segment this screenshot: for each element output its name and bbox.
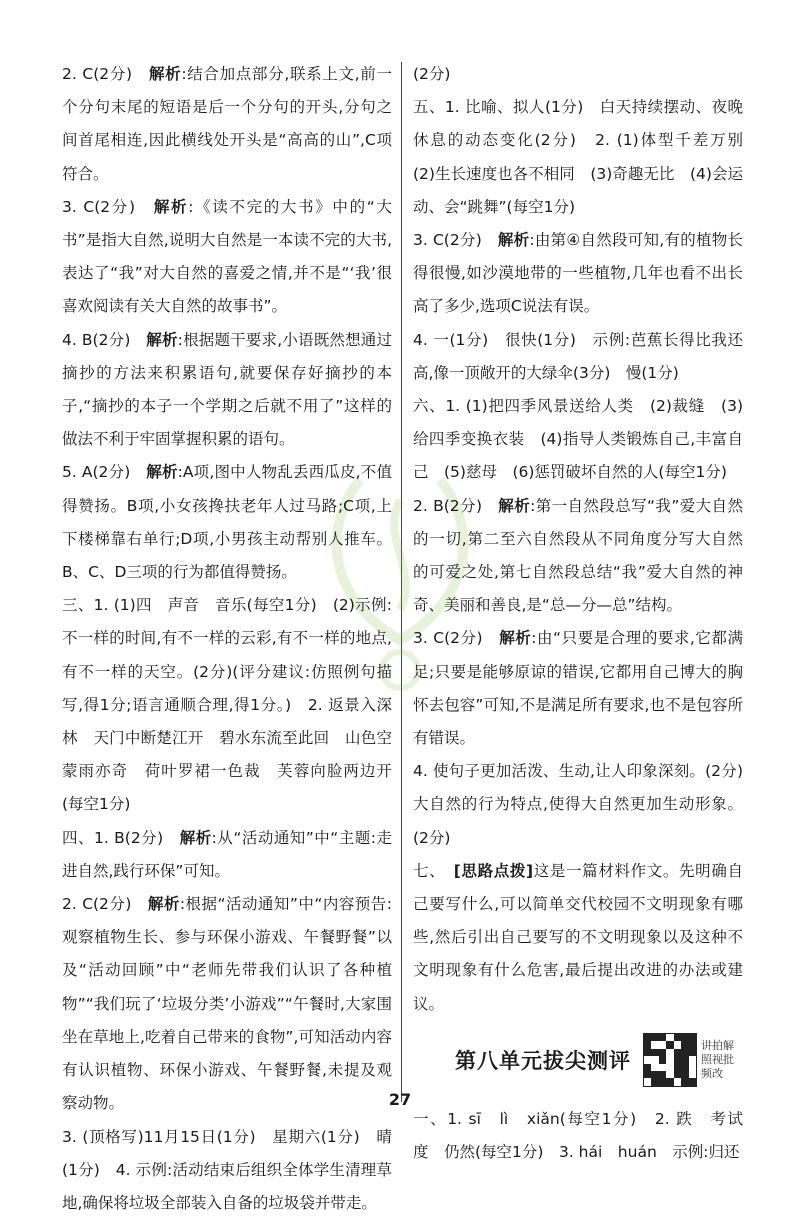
answer-item <box>413 622 743 755</box>
answer-label: 解析 <box>146 463 177 481</box>
unit-eight-answers <box>413 1103 743 1169</box>
answer-text: :第一自然段总写“我”爱大自然的一切,第二至六自然段从不同角度分写大自然的可爱之处,第七自然段总结“我”爱大自然的神奇、美丽和善良,是“总—分—总”结构。 <box>413 497 743 615</box>
answer-text: sī lì xiǎn(每空1分) 2. 跌 考试 度 仍然(每空1分) 3. hái huán 示例:归还 <box>413 1110 759 1161</box>
answer-label: 解析 <box>148 895 180 913</box>
answer-text: :从“活动通知”中“主题:走进自然,践行环保”可知。 <box>62 829 392 880</box>
page-number: 27 <box>0 1090 800 1109</box>
qr-caption: 讲拍解照视批频改 <box>701 1039 743 1081</box>
answer-label: 解析 <box>180 829 212 847</box>
answer-text: 这是一篇材料作文。先明确自己要写什么,可以简单交代校园不文明现象有哪些,然后引出自己要写的不文明现象以及这种不文明现象有什么危害,最后提出改进的办法或建议。 <box>413 862 743 1013</box>
answer-item <box>62 589 392 821</box>
answer-number: 五、1. <box>413 98 460 116</box>
answer-text: 比喻、拟人(1分) 白天持续摆动、夜晚休息的动态变化(2分) 2. (1)体型千差万别 (2)生长速度也各不相同 (3)奇趣无比 (4)会运动、会“跳舞”(每空1分) <box>413 98 759 216</box>
answer-item <box>413 855 743 1021</box>
answer-number: 4. <box>413 762 428 780</box>
answer-text: 一(1分) 很快(1分) 示例:芭蕉长得比我还高,像一顶敞开的大绿伞(3分) 慢(1分) <box>413 331 743 382</box>
qr-code-icon[interactable] <box>643 1033 697 1087</box>
answer-number: 5. A(2分) <box>62 463 130 481</box>
answer-number: 3. C(2分) <box>413 629 483 647</box>
answer-label: 解析 <box>146 331 177 349</box>
answer-text: 使句子更加活泼、生动,让人印象深刻。(2分) 大自然的行为特点,使得大自然更加生动形象。(2分) <box>413 762 759 846</box>
answer-item <box>413 755 743 855</box>
answer-number: 3. C(2分) <box>62 198 135 216</box>
answer-number: 4. B(2分) <box>62 331 130 349</box>
answer-label: 解析 <box>499 629 531 647</box>
answer-text: :根据“活动通知”中“内容预告:观察植物生长、参与环保小游戏、午餐野餐”以及“活动回顾”中“老师先带我们认识了各种植物”“我们玩了‘垃圾分类’小游戏”“午餐时,大家围坐在草地上,吃着自己带来的食物”,可知活动内容有认识植物、环保小游戏、午餐野餐,未提及观察动物。 <box>62 895 392 1112</box>
answer-text: :结合加点部分,联系上文,前一个分句末尾的短语是后一个分句的开头,分句之间首尾相连,因此横线处开头是“高高的山”,C项符合。 <box>62 65 392 183</box>
answer-label: 解析 <box>498 497 530 515</box>
answer-number: 2. C(2分) <box>62 895 131 913</box>
answer-item <box>413 390 743 490</box>
answer-number: 4. <box>413 331 428 349</box>
answer-number: 六、1. <box>413 397 460 415</box>
right-column-answers <box>413 58 743 1021</box>
answer-label: [思路点拨] <box>454 862 533 880</box>
answer-label: 解析 <box>498 231 530 249</box>
answer-item <box>413 91 743 224</box>
left-column <box>62 58 392 1220</box>
answer-item <box>62 888 392 1120</box>
answer-number: 七、 <box>413 862 438 880</box>
answer-item <box>413 58 743 91</box>
right-column <box>413 58 743 1169</box>
answer-item <box>62 58 392 191</box>
answer-label: 解析 <box>154 198 188 216</box>
answer-text: :由第④自然段可知,有的植物长得很慢,如沙漠地带的一些植物,几年也看不出长高了多少,选项C说法有误。 <box>413 231 743 315</box>
unit-header <box>413 1025 743 1095</box>
answer-number: 3. <box>62 1128 77 1146</box>
answer-item <box>62 456 392 589</box>
answer-item <box>62 822 392 888</box>
answer-item <box>62 324 392 457</box>
answer-number: 四、1. B(2分) <box>62 829 163 847</box>
answer-text: (顶格写)11月15日(1分) 星期六(1分) 晴(1分) 4. 示例:活动结束后组织全体学生清理草地,确保将垃圾全部装入自备的垃圾袋并带走。 <box>62 1128 392 1212</box>
answer-number: 三、1. <box>62 596 108 614</box>
answer-label: 解析 <box>149 65 181 83</box>
answer-text: :由“只要是合理的要求,它都满足;只要是能够原谅的错误,它都用自己博大的胸怀去包容”可知,不是满足所有要求,也不是包容所有错误。 <box>413 629 743 747</box>
answer-item <box>413 490 743 623</box>
answer-number: 3. C(2分) <box>413 231 482 249</box>
answer-text: :《读不完的大书》中的“大书”是指大自然,说明大自然是一本读不完的大书,表达了“我”对大自然的喜爱之情,并不是“‘我’很喜欢阅读有关大自然的故事书”。 <box>62 198 392 316</box>
answer-item <box>413 224 743 324</box>
unit-title: 第八单元拔尖测评 <box>413 1045 643 1075</box>
answer-item <box>413 1103 743 1169</box>
answer-number: 2. B(2分) <box>413 497 482 515</box>
answer-text: :A项,图中人物乱丢西瓜皮,不值得赞扬。B项,小女孩搀扶老年人过马路;C项,上下楼梯靠右单行;D项,小男孩主动帮别人推车。B、C、D三项的行为都值得赞扬。 <box>62 463 392 581</box>
answer-text: (1)四 声音 音乐(每空1分) (2)示例:不一样的时间,有不一样的云彩,有不一样的地点,有不一样的天空。(2分)(评分建议:仿照例句描写,得1分;语言通顺合理,得1分。) 2. 返景入深林 天门中断楚江开 碧水东流至此回 山色空蒙雨亦奇 荷叶罗裙一色裁 芙蓉向脸两边开(每空1分) <box>62 596 392 813</box>
answer-number: 2. C(2分) <box>62 65 132 83</box>
answer-text: (2分) <box>413 65 450 83</box>
answer-item <box>413 324 743 390</box>
answer-text: :根据题干要求,小语既然想通过摘抄的方法来积累语句,就要保存好摘抄的本子,“摘抄的本子一个学期之后就不用了”这样的做法不利于牢固掌握积累的语句。 <box>62 331 392 449</box>
answer-number: 一、1. <box>413 1110 462 1128</box>
answer-item <box>62 191 392 324</box>
answer-item <box>62 1121 392 1220</box>
answer-text: (1)把四季风景送给人类 (2)裁缝 (3)给四季变换衣装 (4)指导人类锻炼自己,丰富自己 (5)慈母 (6)惩罚破坏自然的人(每空1分) <box>413 397 743 481</box>
